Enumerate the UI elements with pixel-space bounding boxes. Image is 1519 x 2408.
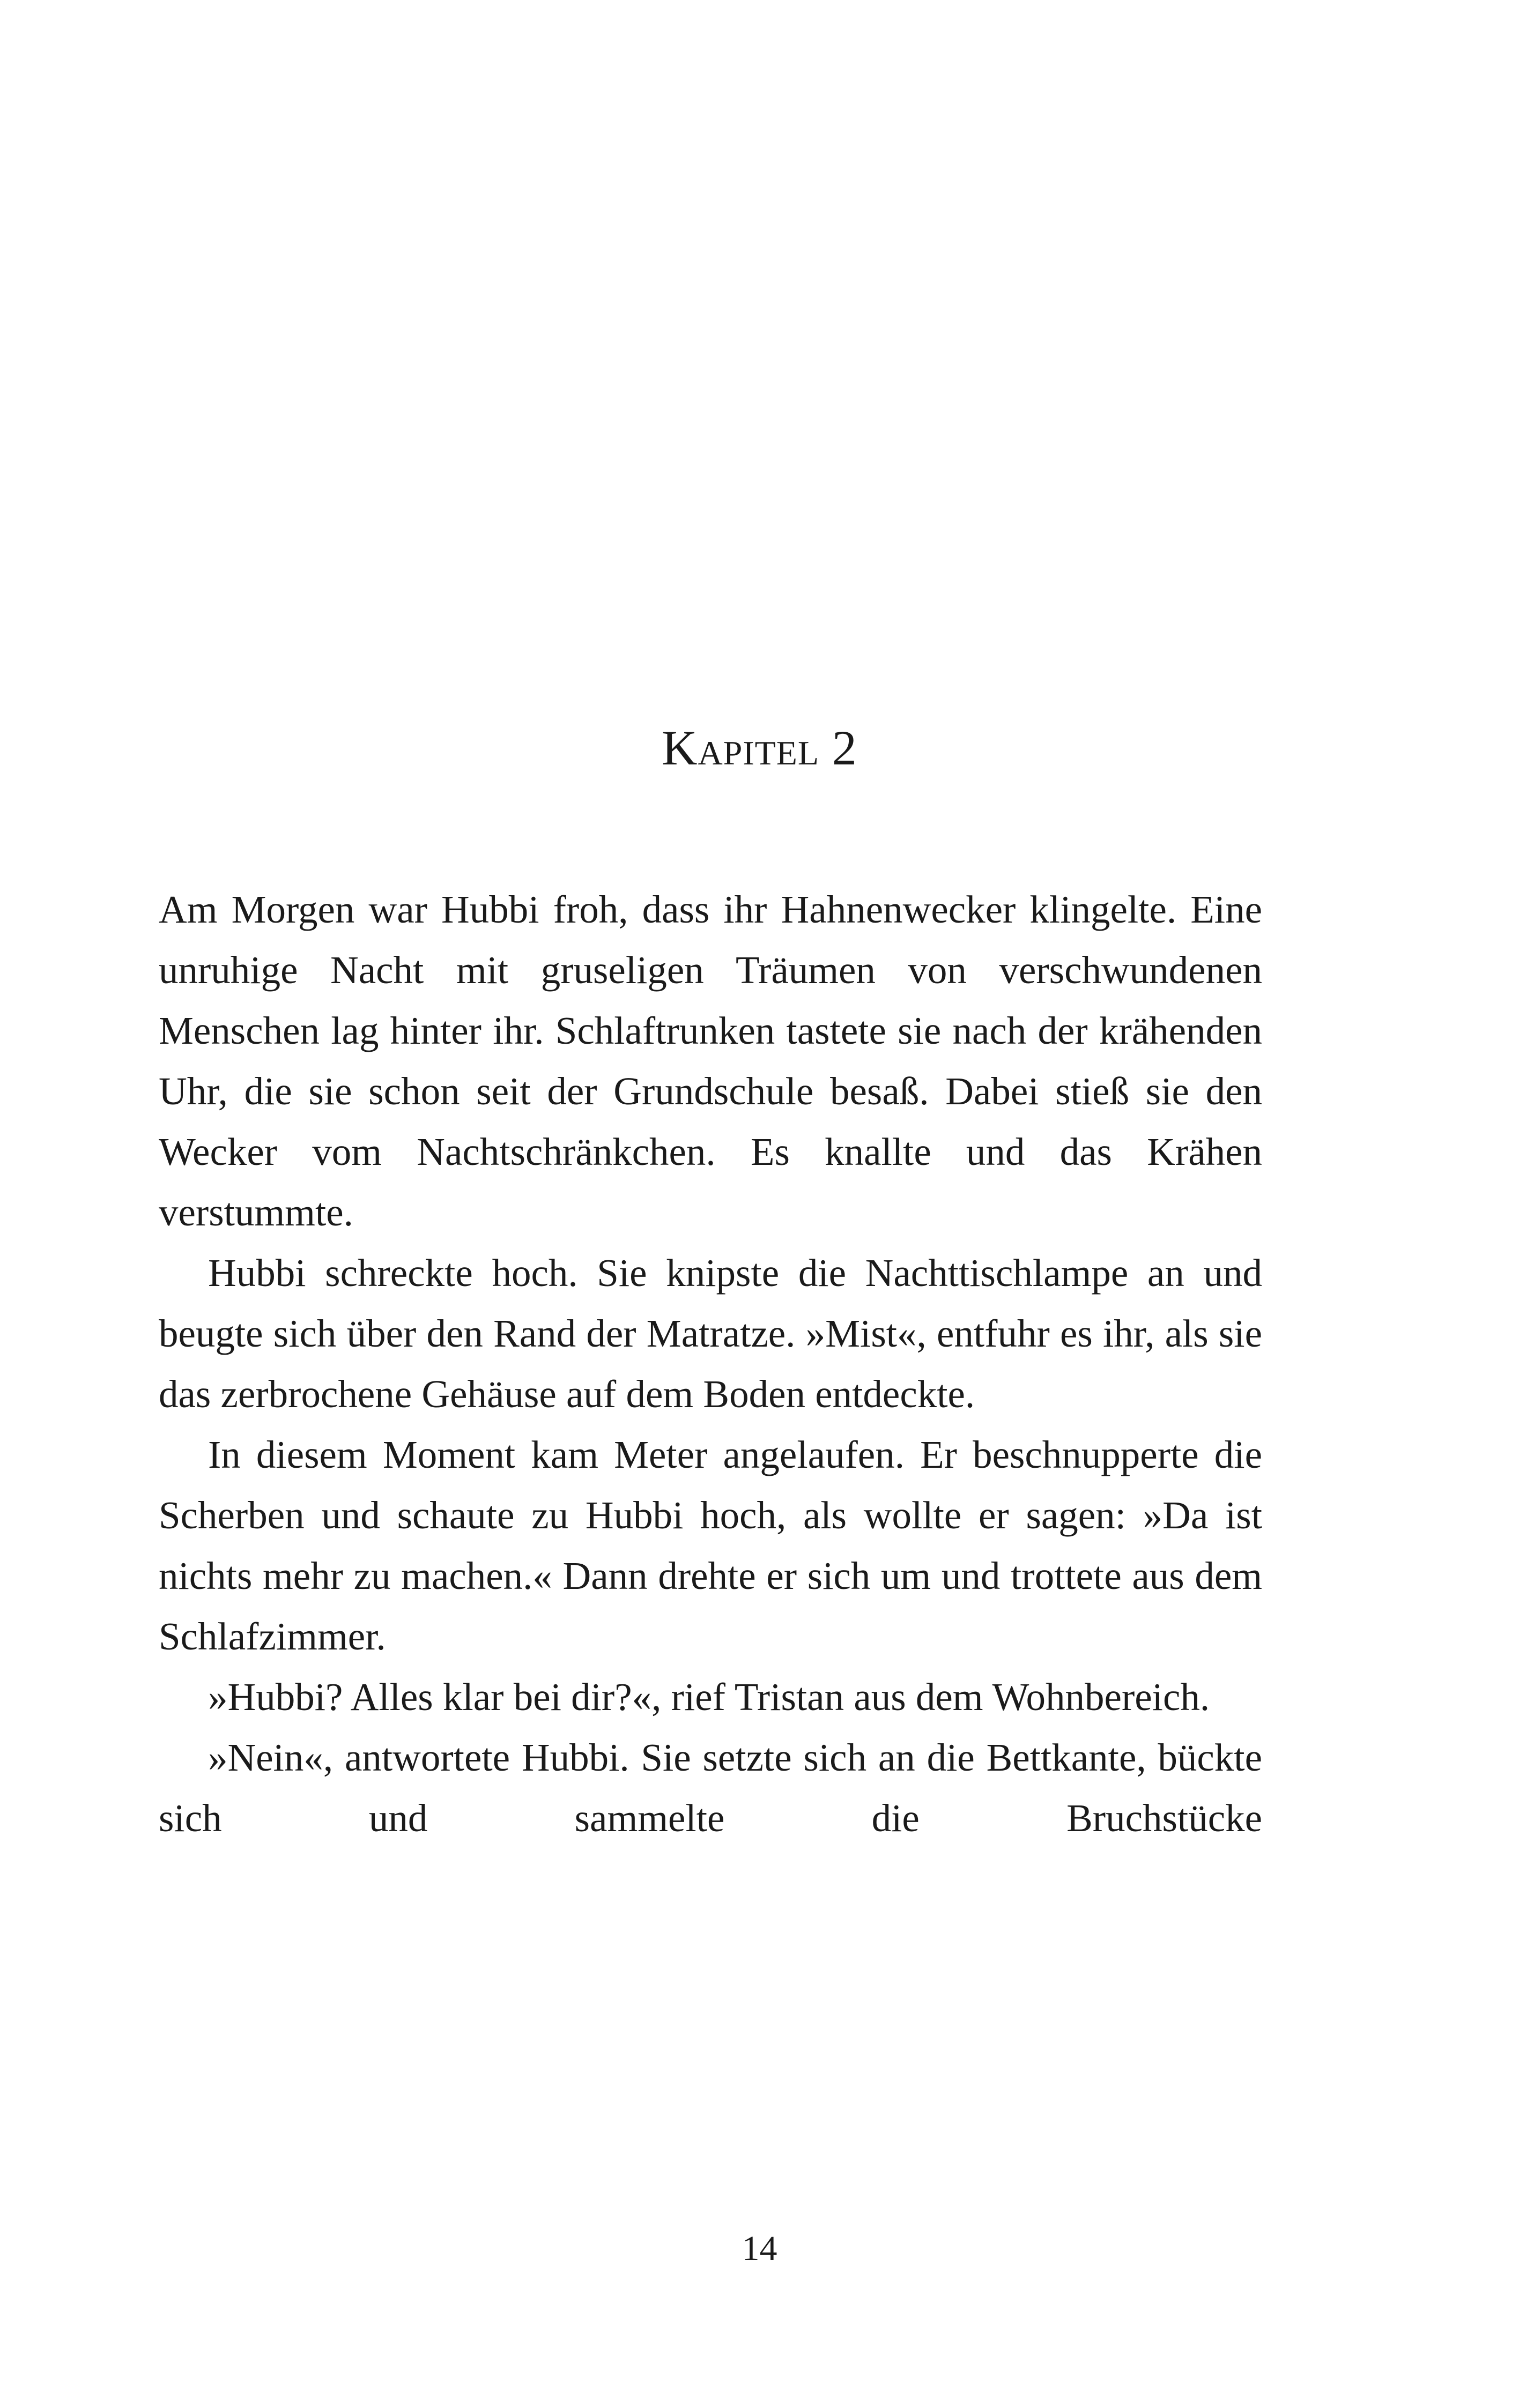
body-text	[159, 879, 1262, 1848]
paragraph-2: Hubbi schreckte hoch. Sie knipste die Nachttischlampe an und beugte sich über den Rand der Matratze. »Mist«, entfuhr es ihr, als sie das zerbrochene Gehäuse auf dem Boden entdeckte.	[159, 1251, 1262, 1416]
paragraph-4: »Hubbi? Alles klar bei dir?«, rief Tristan aus dem Wohnbereich.	[208, 1675, 1210, 1719]
paragraph-3: In diesem Moment kam Meter angelaufen. Er beschnupperte die Scherben und schaute zu Hubbi hoch, als wollte er sagen: »Da ist nichts mehr zu machen.« Dann drehte er sich um und trottete aus dem Schlafzimmer.	[159, 1433, 1262, 1658]
chapter-title: Kapitel 2	[662, 720, 857, 775]
paragraph-5: »Nein«, antwortete Hubbi. Sie setzte sich an die Bettkante, bückte sich und sammelte die Bruchstücke	[159, 1736, 1262, 1840]
page-number: 14	[742, 2229, 777, 2268]
paragraph-1: Am Morgen war Hubbi froh, dass ihr Hahnenwecker klingelte. Eine unruhige Nacht mit gruseligen Träumen von verschwundenen Menschen lag hinter ihr. Schlaftrunken tastete sie nach der krähenden Uhr, die sie schon seit der Grundschule besaß. Dabei stieß sie den Wecker vom Nachtschränkchen. Es knallte und das Krähen verstummte.	[159, 888, 1262, 1234]
